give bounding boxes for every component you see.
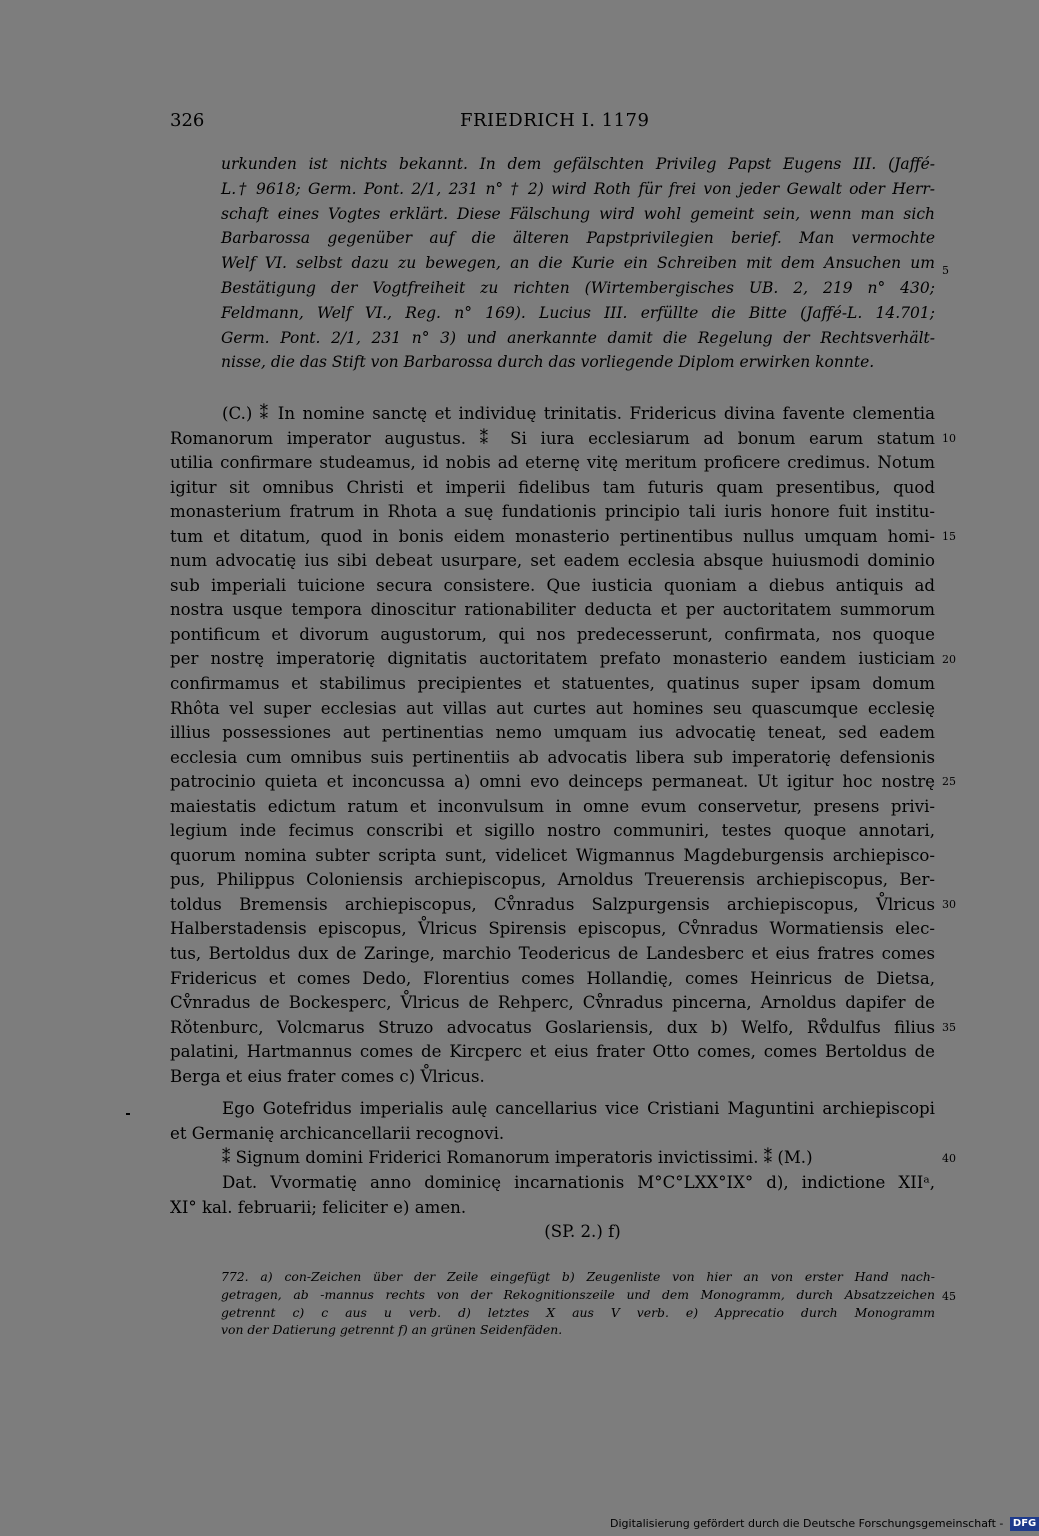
seal-line: (SP. 2.) f) xyxy=(544,1222,621,1242)
charter-line: Rǒtenburc, Volcmarus Struzo advocatus Goslariensis, dux b) Welfo, Rv̊dulfus filius xyxy=(170,1017,935,1037)
charter-line: num advocatię ius sibi debeat usurpare, set eadem ecclesia absque huiusmodi dominio xyxy=(170,551,935,571)
dfg-logo: DFG xyxy=(1010,1517,1039,1531)
signum-line: ⁑ Signum domini Friderici Romanorum imperatoris invictissimi. ⁑ (M.) xyxy=(222,1148,813,1168)
margin-mark xyxy=(126,1113,130,1115)
intro-line: urkunden ist nichts bekannt. In dem gefälschten Privileg Papst Eugens III. (Jaffé- xyxy=(221,155,935,173)
critical-apparatus xyxy=(221,1268,935,1339)
charter-line: Fridericus et comes Dedo, Florentius comes Hollandię, comes Heinricus de Dietsa, xyxy=(170,968,935,988)
line-number: 10 xyxy=(942,432,956,445)
intro-line: Bestätigung der Vogtfreiheit zu richten (Wirtembergisches UB. 2, 219 n° 430; xyxy=(221,278,935,297)
charter-line: nostra usque tempora dinoscitur rationabiliter deducta et per auctoritatem summorum xyxy=(170,600,935,620)
intro-line: Feldmann, Welf VI., Reg. n° 169). Lucius III. erfüllte die Bitte (Jaffé-L. 14.701; xyxy=(221,303,935,322)
page-header xyxy=(170,110,935,136)
charter-line: igitur sit omnibus Christi et imperii fidelibus tam futuris quam presentibus, quod xyxy=(170,477,935,497)
charter-line: per nostrę imperatorię dignitatis auctoritatem prefato monasterio eandem iusticiam xyxy=(170,649,935,669)
dating-line: Dat. Vvormatię anno dominicę incarnationis M°C°LXX°IX° d), indictione XIIᵃ, xyxy=(222,1172,935,1192)
charter-line: pontificum et divorum augustorum, qui nos predecesserunt, confirmata, nos quoque xyxy=(170,624,935,644)
charter-line: illius possessiones aut pertinentias nemo umquam ius advocatię teneat, sed eadem xyxy=(170,723,935,743)
charter-line: Berga et eius frater comes c) V̊lricus. xyxy=(170,1066,485,1086)
charter-line: Rhôta vel super ecclesias aut villas aut curtes aut homines seu quascumque ecclesię xyxy=(170,698,935,718)
line-number: 45 xyxy=(942,1290,956,1303)
recognition-line: et Germanię archicancellarii recognovi. xyxy=(170,1123,505,1143)
charter-line: utilia confirmare studeamus, id nobis ad eternę vitę meritum proficere credimus. Notum xyxy=(170,453,935,473)
recognition-line: Ego Gotefridus imperialis aulę cancellarius vice Cristiani Maguntini archiepiscopi xyxy=(222,1099,935,1119)
intro-line: Welf VI. selbst dazu zu bewegen, an die Kurie ein Schreiben mit dem Ansuchen um xyxy=(221,254,935,273)
line-number: 20 xyxy=(942,653,956,666)
charter-line: palatini, Hartmannus comes de Kircperc et eius frater Otto comes, comes Bertoldus de xyxy=(170,1042,935,1062)
charter-line: patrocinio quieta et inconcussa a) omni evo deinceps permaneat. Ut igitur hoc nostrę xyxy=(170,772,935,792)
charter-line: toldus Bremensis archiepiscopus, Cv̊nradus Salzpurgensis archiepiscopus, V̊lricus xyxy=(170,894,935,914)
footnote-line: getragen, ab -mannus rechts von der Rekognitionszeile und dem Monogramm, durch Absatzzeichen xyxy=(221,1286,935,1302)
running-title: FRIEDRICH I. 1179 xyxy=(460,110,650,131)
charter-line: confirmamus et stabilimus precipientes et statuentes, quatinus super ipsam domum xyxy=(170,674,935,694)
charter-line: (C.) ⁑ In nomine sanctę et individuę trinitatis. Fridericus divina favente clementia xyxy=(222,404,935,423)
line-number: 5 xyxy=(942,264,949,277)
line-number: 40 xyxy=(942,1152,956,1165)
credit-text: Digitalisierung gefördert durch die Deutsche Forschungsgemeinschaft - xyxy=(610,1517,1004,1530)
dating-line: XI° kal. februarii; feliciter e) amen. xyxy=(170,1197,467,1217)
charter-line: tum et ditatum, quod in bonis eidem monasterio pertinentibus nullus umquam homi- xyxy=(170,526,935,546)
page-number: 326 xyxy=(170,110,205,131)
digitization-credit xyxy=(610,1516,1037,1532)
line-number: 35 xyxy=(942,1021,956,1034)
charter-line: Halberstadensis episcopus, V̊lricus Spirensis episcopus, Cv̊nradus Wormatiensis elec- xyxy=(170,919,935,939)
charter-line: monasterium fratrum in Rhota a suę fundationis principio tali iuris honore fuit institu- xyxy=(170,502,935,522)
charter-line: Cv̊nradus de Bockesperc, V̊lricus de Rehperc, Cv̊nradus pincerna, Arnoldus dapifer de xyxy=(170,993,935,1013)
charter-line: tus, Bertoldus dux de Zaringe, marchio Teodericus de Landesberc et eius fratres comes xyxy=(170,944,935,964)
footnote-line: von der Datierung getrennt f) an grünen Seidenfäden. xyxy=(221,1322,563,1338)
intro-line: L.† 9618; Germ. Pont. 2/1, 231 n° † 2) wird Roth für frei von jeder Gewalt oder Herr- xyxy=(221,179,935,198)
introduction-commentary xyxy=(221,152,935,375)
charter-line: ecclesia cum omnibus suis pertinentiis ab advocatis libera sub imperatorię defensionis xyxy=(170,747,935,767)
charter-line: pus, Philippus Coloniensis archiepiscopus, Arnoldus Treuerensis archiepiscopus, Ber- xyxy=(170,870,935,890)
charter-text xyxy=(170,402,935,1245)
line-number: 25 xyxy=(942,775,956,788)
footnote-line: getrennt c) c aus u verb. d) letztes X aus V verb. e) Apprecatio durch Monogramm xyxy=(221,1304,935,1320)
charter-line: quorum nomina subter scripta sunt, videlicet Wigmannus Magdeburgensis archiepisco- xyxy=(170,845,935,865)
charter-line: maiestatis edictum ratum et inconvulsum in omne evum conservetur, presens privi- xyxy=(170,796,935,816)
charter-line: legium inde fecimus conscribi et sigillo nostro communiri, testes quoque annotari, xyxy=(170,821,935,841)
footnote-line: 772. a) con-Zeichen über der Zeile eingefügt b) Zeugenliste von hier an von erster Hand nach- xyxy=(221,1269,935,1284)
intro-line: Germ. Pont. 2/1, 231 n° 3) und anerkannte damit die Regelung der Rechtsverhält- xyxy=(221,328,935,347)
line-number: 15 xyxy=(942,530,956,543)
charter-line: Romanorum imperator augustus. ⁑ Si iura ecclesiarum ad bonum earum statum xyxy=(170,428,935,448)
line-number: 30 xyxy=(942,898,956,911)
intro-line: schaft eines Vogtes erklärt. Diese Fälschung wird wohl gemeint sein, wenn man sich xyxy=(221,204,935,223)
intro-line: Barbarossa gegenüber auf die älteren Papstprivilegien berief. Man vermochte xyxy=(221,229,935,248)
charter-line: sub imperiali tuicione secura consistere. Que iusticia quoniam a diebus antiquis ad xyxy=(170,575,935,595)
intro-line: nisse, die das Stift von Barbarossa durch das vorliegende Diplom erwirken konnte. xyxy=(221,353,875,372)
